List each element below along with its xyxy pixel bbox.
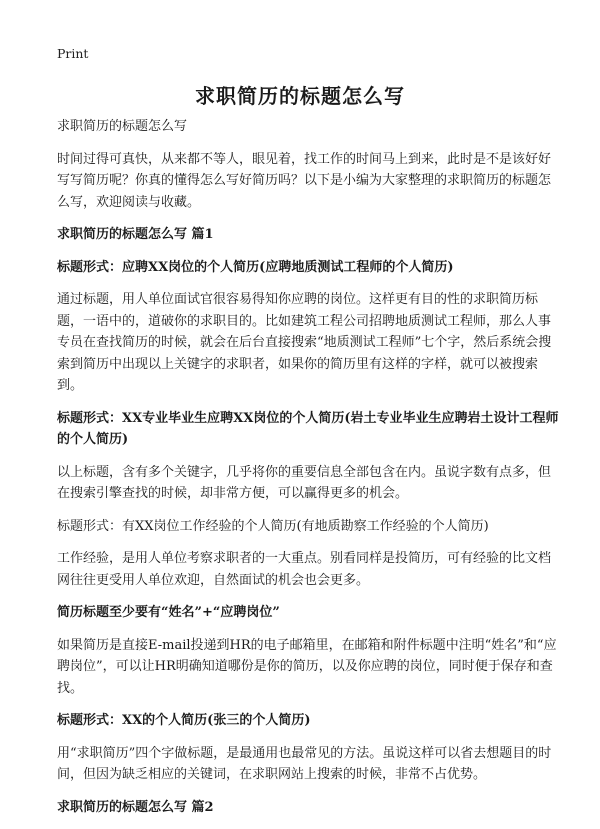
tip-paragraph: 如果简历是直接E-mail投递到HR的电子邮箱里，在邮箱和附件标题中注明“姓名”和“应聘岗位”，可以让HR明确知道哪份是你的简历，以及你应聘的岗位，同时便于保存和查找。: [57, 637, 557, 696]
document-subtitle: 求职简历的标题怎么写: [57, 119, 188, 134]
form-2-paragraph: 以上标题，含有多个关键字，几乎将你的重要信息全部包含在内。虽说字数有点多，但在搜索引擎查找的时候，却非常方便，可以赢得更多的机会。: [57, 464, 552, 501]
form-4-paragraph: 用“求职简历”四个字做标题，是最通用也最常见的方法。虽说这样可以省去想题目的时间，但因为缺乏相应的关键词，在求职网站上搜索的时候，非常不占优势。: [57, 745, 552, 782]
tip-heading: 简历标题至少要有“姓名”+“应聘岗位”: [57, 605, 280, 620]
print-link[interactable]: Print: [57, 46, 89, 61]
section-1-heading: 求职简历的标题怎么写 篇1: [57, 227, 214, 242]
document-title: 求职简历的标题怎么写: [195, 84, 405, 108]
form-3-paragraph: 工作经验，是用人单位考察求职者的一大重点。别看同样是投简历，可有经验的比文档网往往更受用人单位欢迎，自然面试的机会也会更多。: [57, 551, 552, 588]
document-body: [57, 116, 562, 829]
form-3-heading: 标题形式：有XX岗位工作经验的个人简历(有地质勘察工作经验的个人简历): [57, 518, 489, 534]
section-2-heading: 求职简历的标题怎么写 篇2: [57, 799, 214, 815]
form-1-heading: 标题形式：应聘XX岗位的个人简历(应聘地质测试工程师的个人简历): [57, 259, 454, 275]
form-1-paragraph: 通过标题，用人单位面试官很容易得知你应聘的岗位。这样更有目的性的求职简历标题，一语中的，道破你的求职目的。比如建筑工程公司招聘地质测试工程师，那么人事专员在查找简历的时候，就会在后台直接搜索“地质测试工程师”七个字，然后系统会搜索到简历中出现以上关键字的求职者，如果你的简历里有这样的字样，就可以被搜索到。: [57, 292, 552, 393]
form-2-heading: 标题形式：XX专业毕业生应聘XX岗位的个人简历(岩土专业毕业生应聘岩土设计工程师的个人简历): [57, 410, 559, 447]
form-4-heading: 标题形式：XX的个人简历(张三的个人简历): [57, 713, 311, 728]
intro-paragraph: 时间过得可真快，从来都不等人，眼见着，找工作的时间马上到来，此时是不是该好好写写简历呢？你真的懂得怎么写好简历吗？以下是小编为大家整理的求职简历的标题怎么写，欢迎阅读与收藏。: [57, 151, 552, 210]
